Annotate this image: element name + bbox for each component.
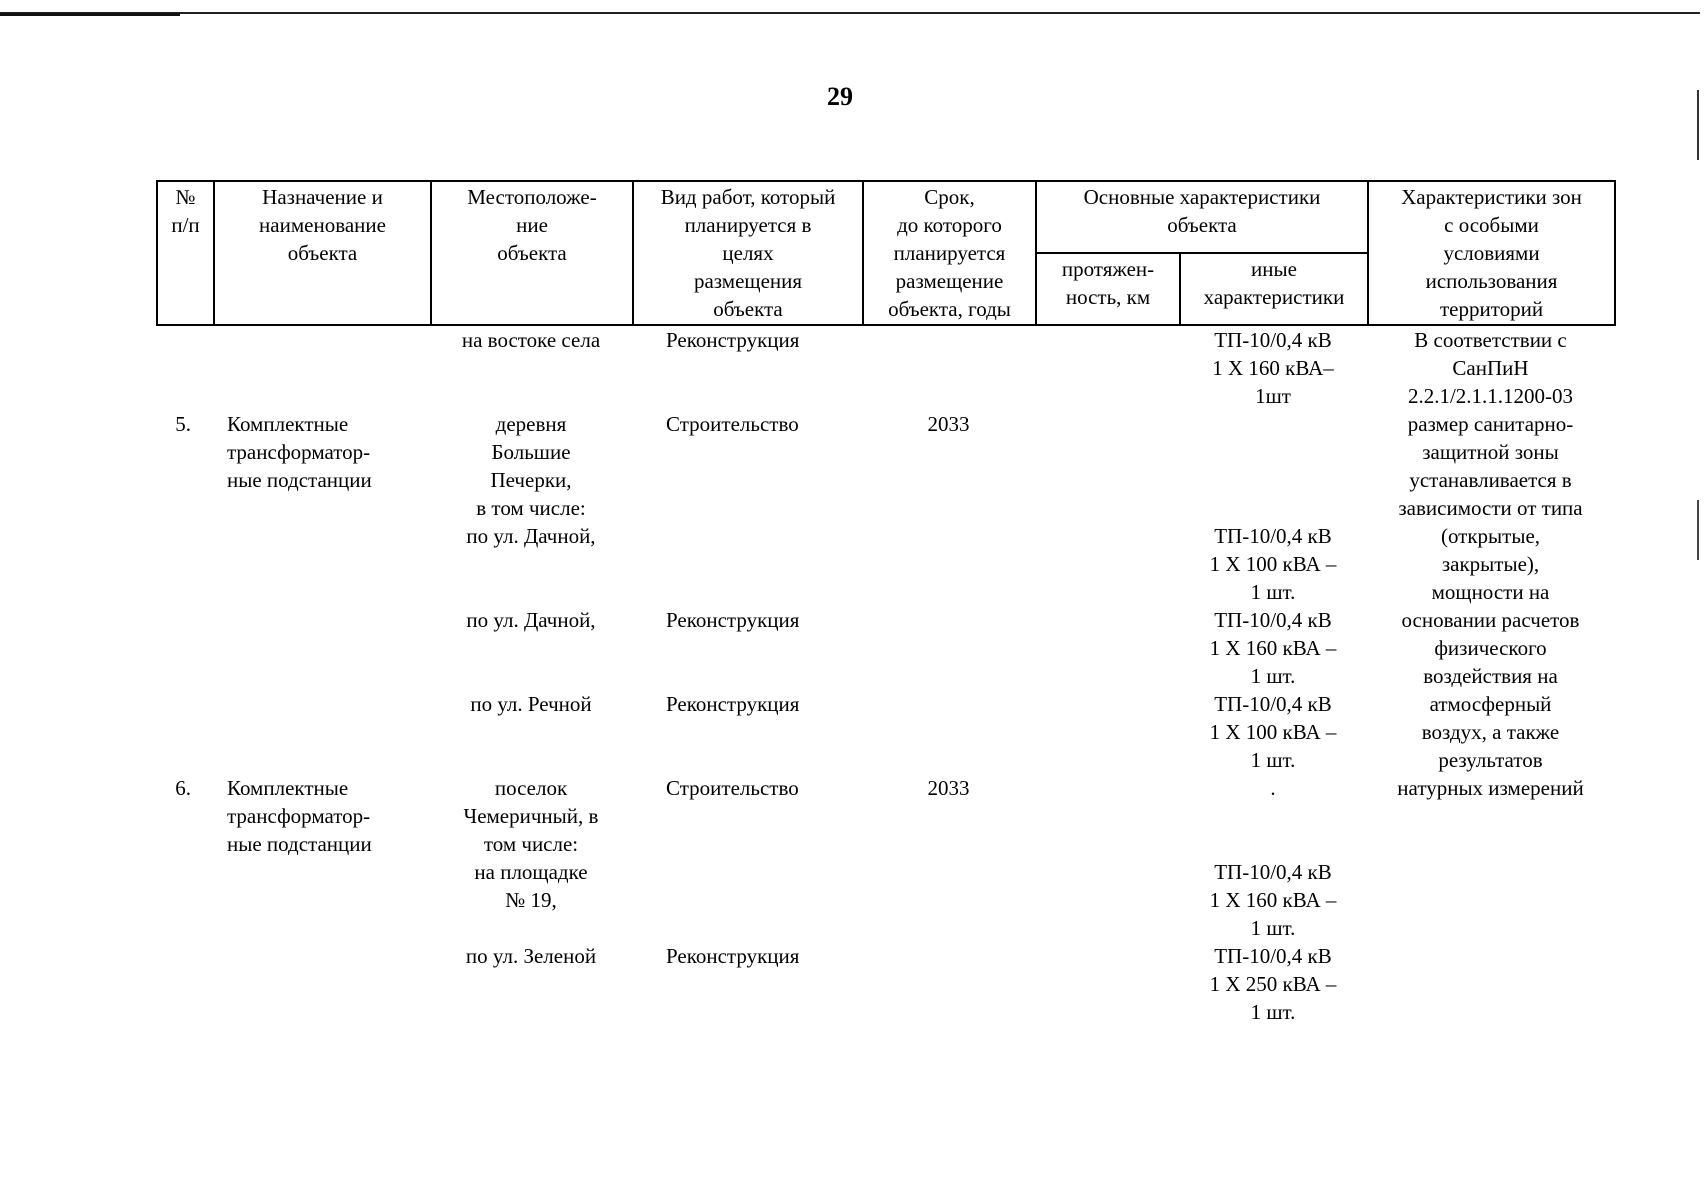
- scan-edge-mark: [1697, 90, 1699, 160]
- row-number: [156, 858, 213, 942]
- length-cell: [1035, 858, 1179, 942]
- length-cell: [1035, 606, 1179, 690]
- object-name-cell: Комплектные трансформатор- ные подстанции: [227, 776, 372, 856]
- object-name-cell: [213, 522, 430, 606]
- table-header: [156, 180, 1616, 326]
- object-name-cell: [213, 942, 430, 1026]
- row-number: [156, 522, 213, 606]
- work-type-cell: Реконструкция: [666, 944, 800, 968]
- length-cell: [1035, 774, 1179, 858]
- header-location: Местоположе- ние объекта: [431, 181, 633, 325]
- work-type-cell: Реконструкция: [666, 608, 800, 632]
- scan-edge-line: [0, 13, 180, 16]
- location-cell: на востоке села: [461, 328, 601, 352]
- length-cell: [1035, 410, 1179, 522]
- length-cell: [1035, 522, 1179, 606]
- table-row: [156, 326, 1614, 410]
- characteristics-cell: ТП-10/0,4 кВ 1 Х 160 кВА– 1шт: [1212, 328, 1334, 408]
- characteristics-cell: .: [1270, 776, 1276, 800]
- row-number: [156, 942, 213, 1026]
- location-cell: на площадке № 19,: [474, 860, 588, 912]
- term-cell: [862, 690, 1035, 774]
- term-cell: [862, 606, 1035, 690]
- zones-text: В соответствии с СанПиН 2.2.1/2.1.1.1200-03 размер санитарно- защитной зоны устанавливается в зависимости от типа (открытые, закрытые), мощности на основании расчетов физического воздействия на атмосферный воздух, а также результатов натурных измерений: [1397, 328, 1584, 800]
- object-name-cell: Комплектные трансформатор- ные подстанции: [227, 412, 372, 492]
- location-cell: по ул. Дачной,: [466, 608, 596, 632]
- location-cell: деревня Большие Печерки, в том числе:: [476, 412, 586, 520]
- characteristics-cell: [1179, 410, 1367, 522]
- term-cell: 2033: [927, 412, 970, 436]
- header-work: Вид работ, который планируется в целях размещения объекта: [633, 181, 863, 325]
- length-cell: [1035, 942, 1179, 1026]
- zones-cell: [1367, 326, 1614, 1026]
- term-cell: [862, 522, 1035, 606]
- characteristics-cell: ТП-10/0,4 кВ 1 Х 160 кВА – 1 шт.: [1209, 860, 1337, 940]
- object-name-cell: [213, 858, 430, 942]
- header-length: протяжен- ность, км: [1036, 253, 1180, 325]
- header-zones: Характеристики зон с особыми условиями использования территорий: [1368, 181, 1615, 325]
- work-type-cell: [632, 858, 862, 942]
- characteristics-cell: ТП-10/0,4 кВ 1 Х 100 кВА – 1 шт.: [1209, 692, 1337, 772]
- location-cell: по ул. Зеленой: [465, 944, 597, 968]
- header-name: Назначение и наименование объекта: [214, 181, 431, 325]
- row-number: 5.: [175, 412, 191, 436]
- term-cell: [862, 858, 1035, 942]
- page-number: 29: [827, 82, 853, 111]
- characteristics-cell: ТП-10/0,4 кВ 1 Х 160 кВА – 1 шт.: [1209, 608, 1337, 688]
- header-term: Срок, до которого планируется размещение объекта, годы: [863, 181, 1036, 325]
- work-type-cell: Реконструкция: [666, 692, 800, 716]
- term-cell: 2033: [927, 776, 970, 800]
- length-cell: [1035, 690, 1179, 774]
- row-number: [156, 606, 213, 690]
- table-body: [156, 326, 1614, 1026]
- length-cell: [1035, 326, 1179, 410]
- row-number: 6.: [175, 776, 191, 800]
- location-cell: по ул. Дачной,: [466, 524, 596, 548]
- header-main-chars: Основные характеристики объекта: [1036, 181, 1368, 253]
- header-other-chars: иные характеристики: [1180, 253, 1368, 325]
- location-cell: по ул. Речной: [470, 692, 592, 716]
- term-cell: [862, 326, 1035, 410]
- scan-edge-mark: [1697, 500, 1699, 560]
- work-type-cell: Строительство: [666, 412, 799, 436]
- row-number: [156, 326, 213, 410]
- row-number: [156, 690, 213, 774]
- characteristics-cell: ТП-10/0,4 кВ 1 Х 250 кВА – 1 шт.: [1209, 944, 1337, 1024]
- scan-edge-line: [0, 12, 1700, 14]
- location-cell: поселок Чемеричный, в том числе:: [463, 776, 599, 856]
- term-cell: [862, 942, 1035, 1026]
- work-type-cell: [632, 522, 862, 606]
- header-num: № п/п: [157, 181, 214, 325]
- work-type-cell: Реконструкция: [666, 328, 800, 352]
- object-name-cell: [213, 606, 430, 690]
- work-type-cell: Строительство: [666, 776, 799, 800]
- object-name-cell: [213, 326, 430, 410]
- object-name-cell: [213, 690, 430, 774]
- characteristics-cell: ТП-10/0,4 кВ 1 Х 100 кВА – 1 шт.: [1209, 524, 1337, 604]
